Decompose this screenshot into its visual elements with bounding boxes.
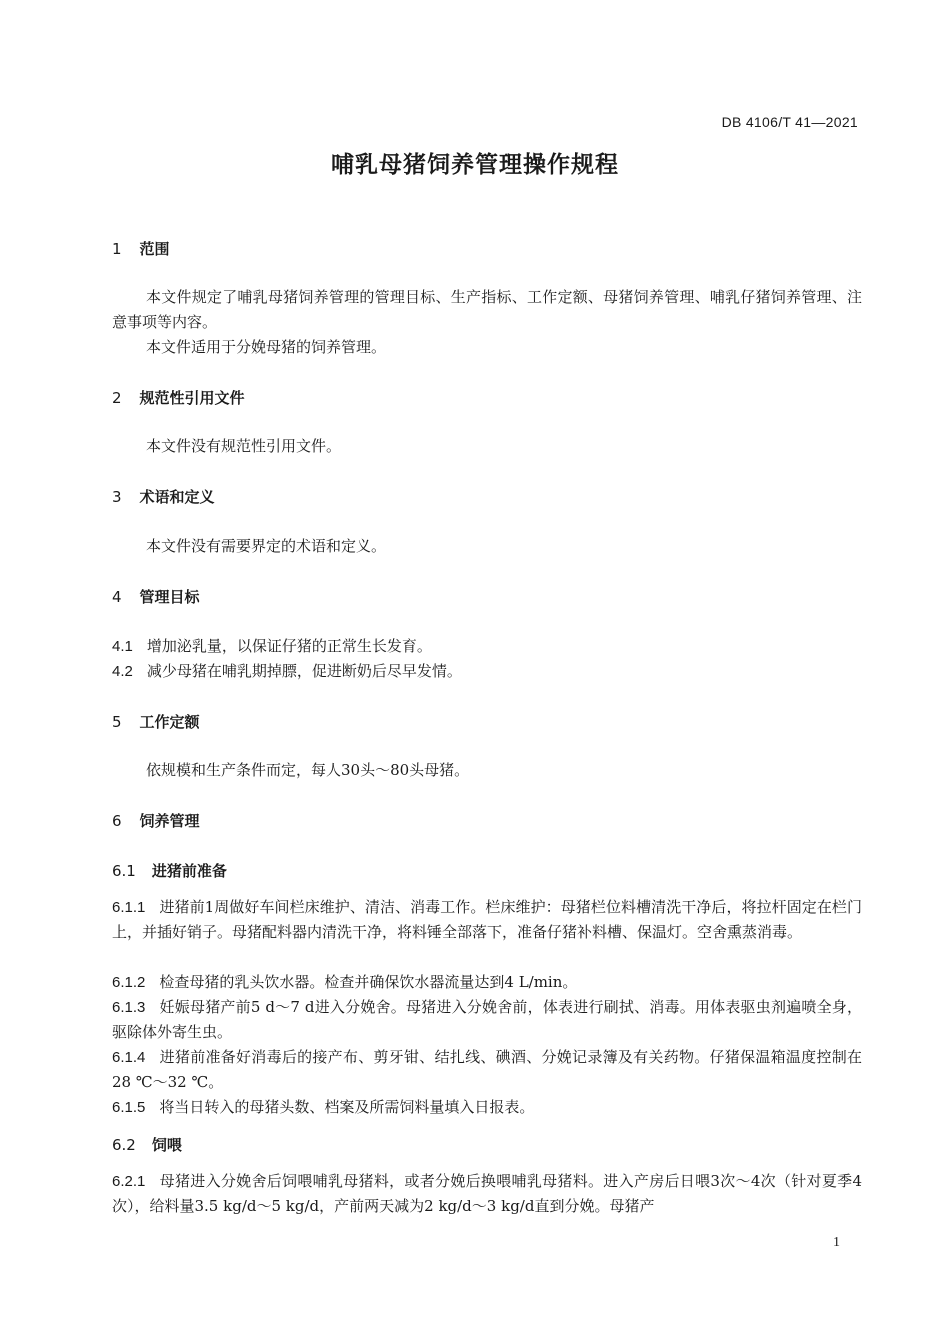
subsection-number: 6.1 (112, 862, 136, 880)
section-number: 2 (112, 389, 122, 407)
clause-text: 增加泌乳量，以保证仔猪的正常生长发育。 (146, 637, 432, 655)
clause-text: 检查母猪的乳头饮水器。检查并确保饮水器流量达到4 L/min。 (159, 973, 578, 991)
clause-6-1-4 (112, 1045, 862, 1095)
clause-4-2 (112, 659, 862, 684)
page-number: 1 (833, 1235, 840, 1250)
section-title: 管理目标 (139, 588, 200, 606)
section-6-heading (112, 810, 200, 831)
clause-text: 进猪前1周做好车间栏床维护、清洁、消毒工作。栏床维护：母猪栏位料槽清洗干净后，将拉杆固定在栏门上，并插好销子。母猪配料器内清洗干净，将料锤全部落下，准备仔猪补料槽、保温灯。空舍熏蒸消毒。 (112, 898, 862, 941)
section-2-heading (112, 387, 245, 408)
clause-4-1 (112, 634, 862, 659)
scope-paragraph-1: 本文件规定了哺乳母猪饲养管理的管理目标、生产指标、工作定额、母猪饲养管理、哺乳仔猪饲养管理、注意事项等内容。 (112, 288, 862, 331)
clause-6-1-1 (112, 895, 862, 945)
section-5-heading (112, 711, 200, 732)
terms-paragraph: 本文件没有需要界定的术语和定义。 (146, 537, 387, 555)
section-number: 3 (112, 488, 122, 506)
clause-text: 母猪进入分娩舍后饲喂哺乳母猪料，或者分娩后换喂哺乳母猪料。进入产房后日喂3次～4次（针对夏季4次），给料量3.5 kg/d～5 kg/d，产前两天减为2 kg/d～3 kg/d直到分娩。母猪产 (112, 1172, 862, 1215)
subsection-6-1-heading (112, 860, 227, 881)
section-number: 5 (112, 713, 122, 731)
section-3-heading (112, 486, 215, 507)
subsection-6-2-heading (112, 1134, 182, 1155)
clause-6-2-1 (112, 1169, 862, 1219)
section-title: 饲养管理 (139, 812, 200, 830)
section-number: 1 (112, 240, 122, 258)
section-title: 术语和定义 (139, 488, 215, 506)
clause-text: 减少母猪在哺乳期掉膘，促进断奶后尽早发情。 (146, 662, 462, 680)
clause-number: 6.1.3 (112, 999, 146, 1016)
clause-number: 6.1.5 (112, 1099, 146, 1116)
document-code: DB 4106/T 41—2021 (721, 114, 858, 130)
section-title: 范围 (139, 240, 170, 258)
clause-6-1-3 (112, 995, 862, 1045)
clause-number: 4.1 (112, 638, 133, 655)
section-number: 4 (112, 588, 122, 606)
clause-number: 6.1.4 (112, 1049, 146, 1066)
clause-number: 6.1.1 (112, 899, 146, 916)
clause-6-1-2 (112, 970, 862, 995)
clause-number: 6.1.2 (112, 974, 146, 991)
clause-text: 妊娠母猪产前5 d～7 d进入分娩舍。母猪进入分娩舍前，体表进行刷拭、消毒。用体表驱虫剂遍喷全身，驱除体外寄生虫。 (112, 998, 862, 1041)
section-4-heading (112, 586, 200, 607)
document-title: 哺乳母猪饲养管理操作规程 (331, 152, 619, 178)
subsection-number: 6.2 (112, 1136, 136, 1154)
clause-6-1-5 (112, 1095, 862, 1120)
clause-number: 6.2.1 (112, 1173, 146, 1190)
section-1-heading (112, 238, 170, 259)
subsection-title: 进猪前准备 (151, 862, 227, 880)
subsection-title: 饲喂 (151, 1136, 182, 1154)
section-title: 工作定额 (139, 713, 200, 731)
clause-text: 将当日转入的母猪头数、档案及所需饲料量填入日报表。 (159, 1098, 535, 1116)
workload-paragraph: 依规模和生产条件而定，每人30头～80头母猪。 (146, 761, 470, 779)
normative-references-paragraph: 本文件没有规范性引用文件。 (146, 437, 342, 455)
section-title: 规范性引用文件 (139, 389, 245, 407)
clause-number: 4.2 (112, 663, 133, 680)
section-number: 6 (112, 812, 122, 830)
scope-paragraph-2: 本文件适用于分娩母猪的饲养管理。 (146, 338, 387, 356)
clause-text: 进猪前准备好消毒后的接产布、剪牙钳、结扎线、碘酒、分娩记录簿及有关药物。仔猪保温箱温度控制在28 ℃～32 ℃。 (112, 1048, 862, 1091)
